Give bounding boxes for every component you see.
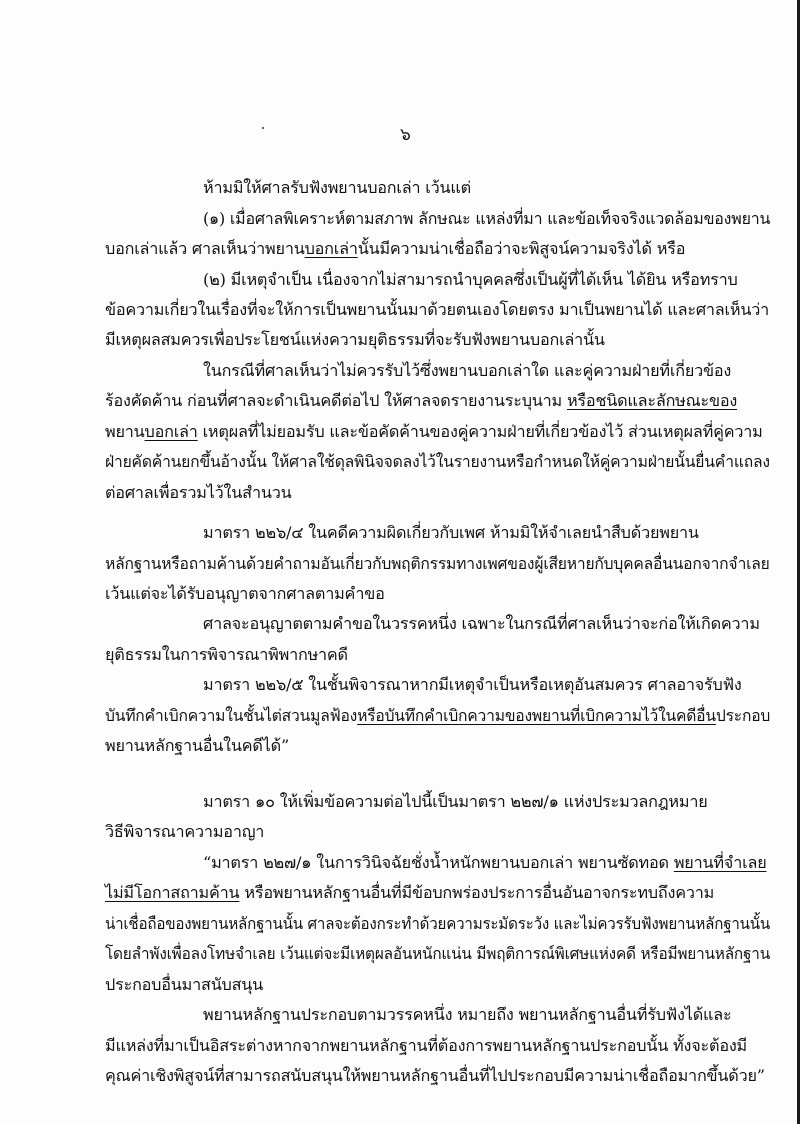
- scan-speck: [262, 127, 264, 129]
- text-line: “มาตรา ๒๒๗/๑ ในการวินิจฉัยชั่งน้ำหนักพยานบอกเล่า พยานซัดทอด พยานที่จำเลย: [203, 853, 767, 872]
- text-line: มีเหตุผลสมควรเพื่อประโยชน์แห่งความยุติธรรมที่จะรับฟังพยานบอกเล่านั้น: [105, 330, 605, 349]
- text-line: โดยลำพังเพื่อลงโทษจำเลย เว้นแต่จะมีเหตุผลอันหนักแน่น มีพฤติการณ์พิเศษแห่งคดี หรือมีพยานหลักฐาน: [105, 944, 770, 963]
- text-line: มาตรา ๒๒๖/๔ ในคดีความผิดเกี่ยวกับเพศ ห้ามมิให้จำเลยนำสืบด้วยพยาน: [203, 523, 699, 542]
- text-line: บันทึกคำเบิกความในชั้นไต่สวนมูลฟ้องหรือบันทึกคำเบิกความของพยานที่เบิกความไว้ในคดีอื่นประกอบ: [105, 706, 771, 725]
- page-number: ๖: [400, 125, 411, 145]
- text-line: มีแหล่งที่มาเป็นอิสระต่างหากจากพยานหลักฐานที่ต้องการพยานหลักฐานประกอบนั้น ทั้งจะต้องมี: [105, 1036, 748, 1055]
- text-line: มาตรา ๒๒๖/๕ ในชั้นพิจารณาหากมีเหตุจำเป็นหรือเหตุอันสมควร ศาลอาจรับฟัง: [203, 675, 742, 694]
- text-line: ศาลจะอนุญาตตามคำขอในวรรคหนึ่ง เฉพาะในกรณีที่ศาลเห็นว่าจะก่อให้เกิดความ: [203, 614, 760, 633]
- text-line: ยุติธรรมในการพิจารณาพิพากษาคดี: [105, 645, 348, 664]
- text-line: ไม่มีโอกาสถามค้าน หรือพยานหลักฐานอื่นที่มีข้อบกพร่องประการอื่นอันอาจกระทบถึงความ: [105, 883, 715, 902]
- text-line: มาตรา ๑๐ ให้เพิ่มข้อความต่อไปนี้เป็นมาตรา ๒๒๗/๑ แห่งประมวลกฎหมาย: [203, 792, 708, 811]
- text-line: พยานหลักฐานอื่นในคดีได้”: [105, 736, 290, 755]
- text-line: ฝ่ายคัดค้านยกขึ้นอ้างนั้น ให้ศาลใช้ดุลพินิจจดลงไว้ในรายงานหรือกำหนดให้คู่ความฝ่ายนั้นยื่นคำแถลง: [105, 452, 770, 471]
- text-line: พยานบอกเล่า เหตุผลที่ไม่ยอมรับ และข้อคัดค้านของคู่ความฝ่ายที่เกี่ยวข้องไว้ ส่วนเหตุผลที่คู่ความ: [105, 422, 763, 441]
- text-line: พยานหลักฐานประกอบตามวรรคหนึ่ง หมายถึง พยานหลักฐานอื่นที่รับฟังได้และ: [203, 1005, 732, 1024]
- text-line: คุณค่าเชิงพิสูจน์ที่สามารถสนับสนุนให้พยานหลักฐานอื่นที่ไปประกอบมีความน่าเชื่อถือมากขึ้นด้วย”: [105, 1066, 765, 1085]
- text-line: ต่อศาลเพื่อรวมไว้ในสำนวน: [105, 483, 292, 502]
- text-line: (๒) มีเหตุจำเป็น เนื่องจากไม่สามารถนำบุคคลซึ่งเป็นผู้ที่ได้เห็น ได้ยิน หรือทราบ: [203, 270, 738, 289]
- text-line: เว้นแต่จะได้รับอนุญาตจากศาลตามคำขอ: [105, 584, 385, 603]
- text-line: หลักฐานหรือถามค้านด้วยคำถามอันเกี่ยวกับพฤติกรรมทางเพศของผู้เสียหายกับบุคคลอื่นนอกจากจำเลย: [105, 554, 770, 573]
- text-line: ร้องคัดค้าน ก่อนที่ศาลจะดำเนินคดีต่อไป ให้ศาลจดรายงานระบุนาม หรือชนิดและลักษณะของ: [105, 391, 738, 410]
- text-line: บอกเล่าแล้ว ศาลเห็นว่าพยานบอกเล่านั้นมีความน่าเชื่อถือว่าจะพิสูจน์ความจริงได้ หรือ: [105, 239, 686, 258]
- text-line: ในกรณีที่ศาลเห็นว่าไม่ควรรับไว้ซึ่งพยานบอกเล่าใด และคู่ความฝ่ายที่เกี่ยวข้อง: [203, 361, 732, 380]
- text-line: น่าเชื่อถือของพยานหลักฐานนั้น ศาลจะต้องกระทำด้วยความระมัดระวัง และไม่ควรรับฟังพยานหลักฐานนั้น: [105, 914, 771, 933]
- text-line: วิธีพิจารณาความอาญา: [105, 822, 265, 841]
- text-line: ห้ามมิให้ศาลรับฟังพยานบอกเล่า เว้นแต่: [203, 178, 471, 197]
- text-line: ประกอบอื่นมาสนับสนุน: [105, 975, 264, 994]
- text-line: (๑) เมื่อศาลพิเคราะห์ตามสภาพ ลักษณะ แหล่งที่มา และข้อเท็จจริงแวดล้อมของพยาน: [203, 209, 771, 228]
- text-line: ข้อความเกี่ยวในเรื่องที่จะให้การเป็นพยานนั้นมาด้วยตนเองโดยตรง มาเป็นพยานได้ และศาลเห็นว่า: [105, 300, 769, 319]
